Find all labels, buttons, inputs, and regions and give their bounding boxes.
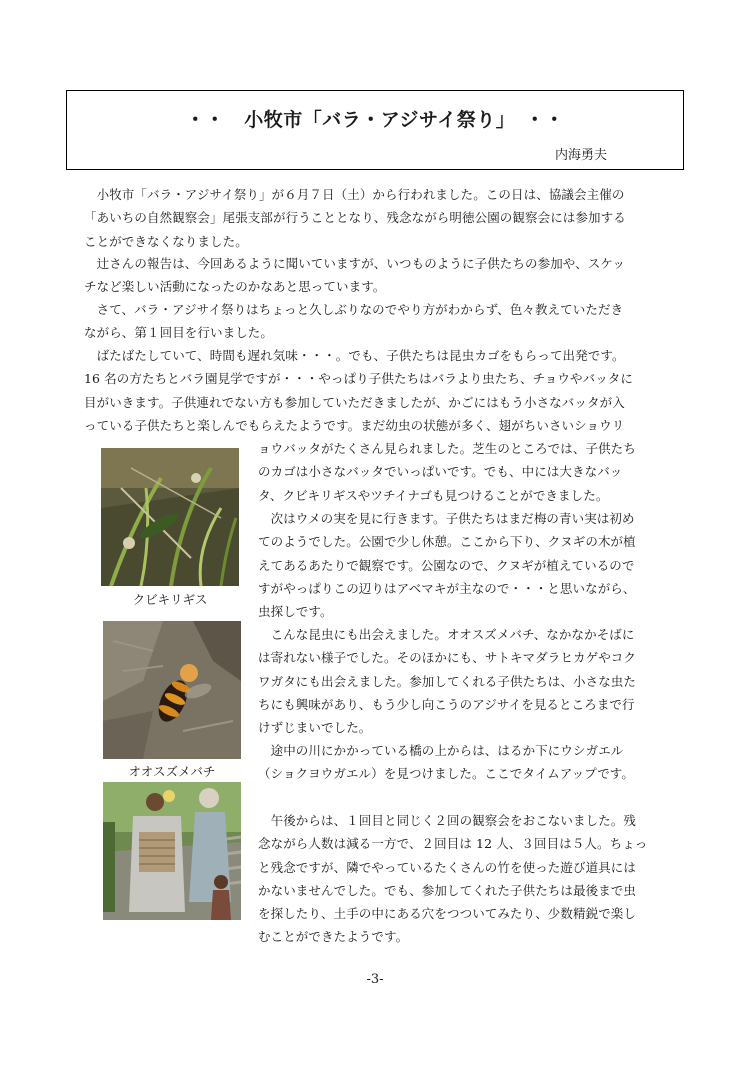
paragraph-6: 次はウメの実を見に行きます。子供たちはまだ梅の青い実は初め てのようでした。公園で少し休憩。ここから下り、クヌギの木が植 えてあるあたりで観察です。公園なので、クヌギが植えているので すがやっぱりこの辺りはアベマキが主なので・・・と思いながら、 虫探しです。 xyxy=(258,511,636,620)
page-number: -3- xyxy=(366,972,384,987)
title-box xyxy=(66,90,684,170)
paragraph-8: 途中の川にかかっている橋の上からは、はるか下にウシガエル （ショクヨウガエル）を見つけました。ここでタイムアップです。 xyxy=(258,743,635,782)
paragraph-1: 小牧市「バラ・アジサイ祭り」が６月７日（土）から行われました。この日は、協議会主催の 「あいちの自然観察会」尾張支部が行うこととなり、残念ながら明徳公園の観察会には参加する ことができなくなりました。 xyxy=(84,187,626,249)
hornet-caption: オオスズメバチ xyxy=(128,764,216,779)
paragraph-2: 辻さんの報告は、今回あるように聞いていますが、いつものように子供たちの参加や、スケッ チなど楽しい活動になったのかなあと思っています。 xyxy=(84,256,625,295)
paragraph-5: ョウバッタがたくさん見られました。芝生のところでは、子供たち のカゴは小さなバッタでいっぱいです。でも、中には大きなバッ タ、クビキリギスやツチイナゴも見つけることができました。 xyxy=(258,441,636,503)
grasshopper-caption: クビキリギス xyxy=(132,592,208,607)
paragraph-9: 午後からは、１回目と同じく２回の観察会をおこないました。残 念ながら人数は減る一方で、２回目は 12 人、３回目は５人。ちょっ と残念ですが、隣でやっているたくさんの竹を使った遊び道具には かないませんでした。でも、参加してくれた子供たちは最後まで虫 を探したり、土手の中にある穴をつついてみたり、少数精鋭で楽し むことができたようです。 xyxy=(258,813,648,945)
author-name: 内海勇夫 xyxy=(554,148,607,163)
article-title: ・・ 小牧市「バラ・アジサイ祭り」 ・・ xyxy=(185,109,565,131)
group-photo xyxy=(103,782,241,920)
paragraph-3: さて、バラ・アジサイ祭りはちょっと久しぶりなのでやり方がわからず、色々教えていただき ながら、第１回目を行いました。 xyxy=(84,302,624,341)
grasshopper-photo xyxy=(101,448,239,586)
paragraph-7: こんな昆虫にも出会えました。オオスズメバチ、なかなかそばに は寄れない様子でした。そのほかにも、サトキマダラヒカゲやコク ワガタにも出会えました。参加してくれる子供たちは、小さな虫た ちにも興味があり、もう少し向こうのアジサイを見るところまで行 けずじまいでした。 xyxy=(258,627,637,736)
hornet-photo xyxy=(103,621,241,759)
paragraph-4: ばたばたしていて、時間も遅れ気味・・・。でも、子供たちは昆虫カゴをもらって出発です。 16 名の方たちとバラ園見学ですが・・・やっぱり子供たちはバラより虫たち、チョウやバッタに 目がいきます。子供連れでない方も参加していただきましたが、かごにはもう小さなバッタが入 っている子供たちと楽しんでもらえたようです。まだ幼虫の状態が多く、翅がちいさいショウリ xyxy=(84,348,634,433)
